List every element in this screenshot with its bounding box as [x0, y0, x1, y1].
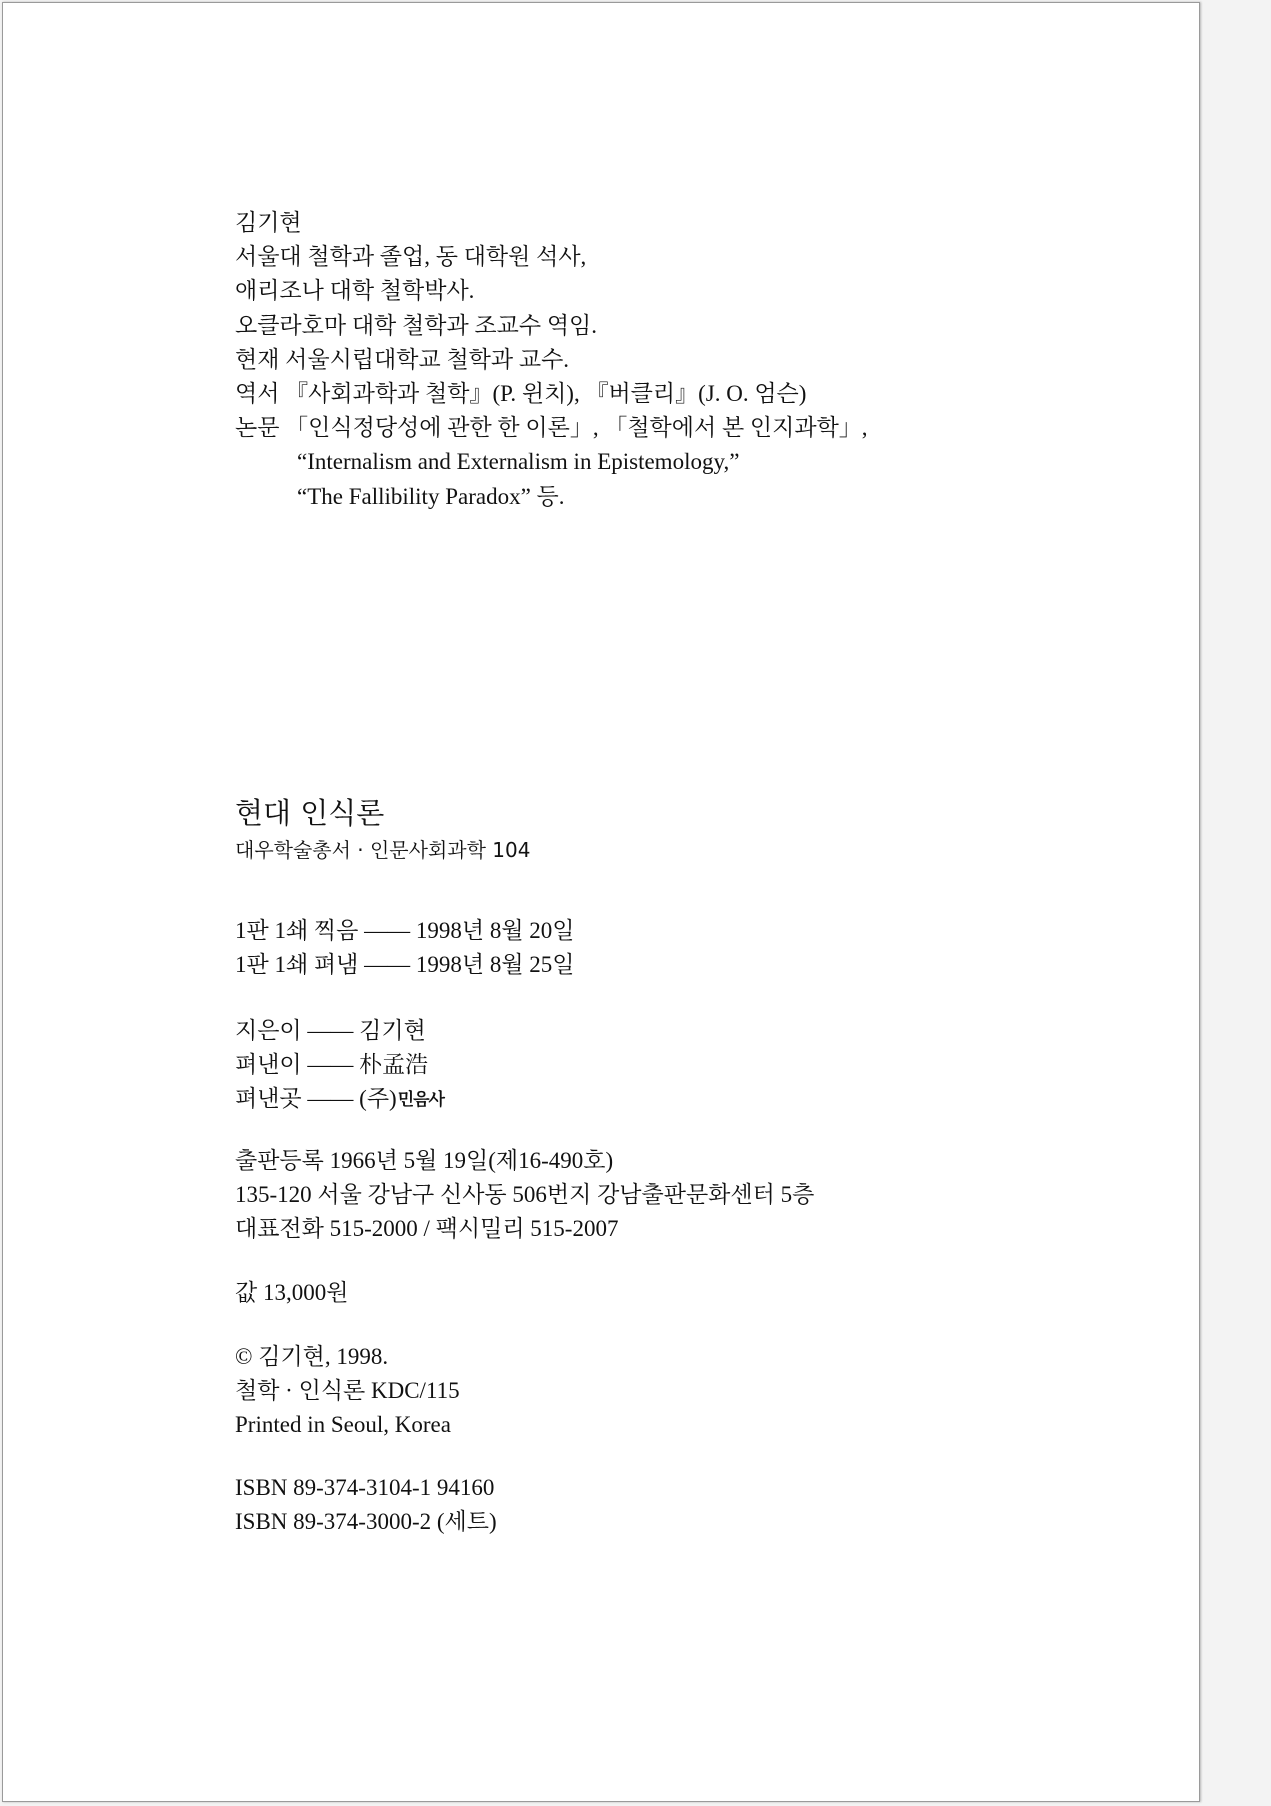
- author-name: 김기현: [235, 210, 302, 235]
- viewer-margin: [1203, 0, 1271, 1806]
- bio-line: 애리조나 대학 철학박사.: [235, 278, 475, 304]
- printed-in-line: Printed in Seoul, Korea: [235, 1412, 451, 1437]
- bio-paper-title: “The Fallibility Paradox” 등.: [297, 483, 565, 509]
- publisher-address: 135-120 서울 강남구 신사동 506번지 강남출판문화센터 5층: [235, 1182, 815, 1207]
- edition-info: [235, 914, 575, 982]
- credit-author: 지은이 —— 김기현: [235, 1018, 426, 1043]
- book-title: 현대 인식론: [235, 796, 385, 830]
- publisher-phone: 대표전화 515-2000 / 팩시밀리 515-2007: [235, 1216, 619, 1241]
- isbn-line: ISBN 89-374-3104-1 94160: [235, 1475, 495, 1500]
- isbn-block: [235, 1471, 497, 1539]
- author-bio: [235, 206, 868, 514]
- bio-paper-title: “Internalism and Externalism in Epistemology,”: [297, 449, 740, 475]
- book-series: 대우학술총서 · 인문사회과학 104: [235, 838, 531, 862]
- bio-line: 현재 서울시립대학교 철학과 교수.: [235, 346, 570, 372]
- copyright-line: © 김기현, 1998.: [235, 1344, 389, 1369]
- publisher-info: [235, 1144, 814, 1246]
- publisher-house-prefix: 펴낸곳 —— (주): [235, 1086, 397, 1111]
- edition-line: 1판 1쇄 찍음 —— 1998년 8월 20일: [235, 918, 575, 943]
- document-page: [2, 2, 1200, 1802]
- price-block: [235, 1276, 348, 1310]
- credit-publisher-person: 펴낸이 —— 朴孟浩: [235, 1052, 429, 1077]
- publisher-registration: 출판등록 1966년 5월 19일(제16-490호): [235, 1148, 614, 1173]
- edition-line: 1판 1쇄 펴냄 —— 1998년 8월 25일: [235, 952, 575, 977]
- bio-papers: 논문 「인식정당성에 관한 한 이론」, 「철학에서 본 인지과학」,: [235, 415, 868, 441]
- isbn-line: ISBN 89-374-3000-2 (세트): [235, 1509, 497, 1534]
- credits: [235, 1014, 444, 1117]
- bio-translations: 역서 『사회과학과 철학』(P. 윈치), 『버클리』(J. O. 엄슨): [235, 381, 807, 407]
- publisher-logo: 민음사: [397, 1090, 444, 1110]
- credit-publisher-house: [235, 1082, 444, 1117]
- bio-line: 오클라호마 대학 철학과 조교수 역임.: [235, 312, 598, 338]
- bio-line: 서울대 철학과 졸업, 동 대학원 석사,: [235, 244, 587, 270]
- book-title-block: [235, 793, 530, 867]
- copyright-block: [235, 1340, 460, 1442]
- classification-line: 철학 · 인식론 KDC/115: [235, 1378, 460, 1403]
- price: 값 13,000원: [235, 1280, 349, 1305]
